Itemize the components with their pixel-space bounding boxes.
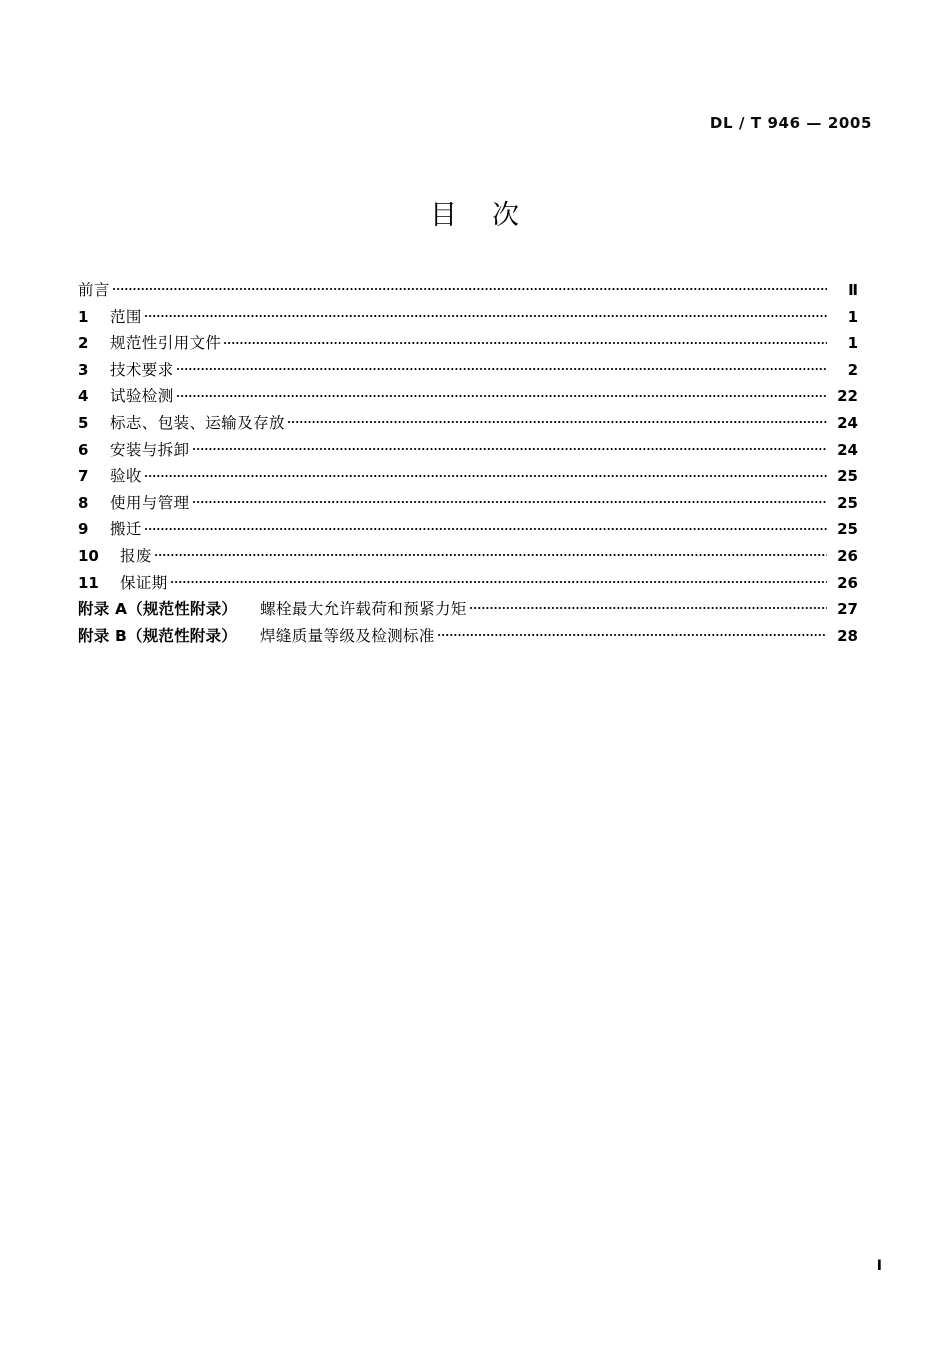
toc-entry-number: 9 [78,520,89,539]
table-of-contents [78,277,858,649]
toc-entry[interactable] [78,463,858,490]
toc-entry-page: 24 [837,440,858,459]
toc-entry-label: 规范性引用文件 [110,334,222,353]
toc-entry-page: 1 [847,307,858,326]
toc-entry-number: 10 [78,546,99,565]
toc-entry-label: 使用与管理 [110,493,190,512]
toc-entry-label: 搬迁 [110,520,142,539]
toc-appendix-page: 27 [837,600,858,619]
toc-entry[interactable] [78,570,858,597]
toc-entry-page: 26 [837,546,858,565]
toc-entry-label: 范围 [110,307,142,326]
toc-entry-label: 报废 [120,546,152,565]
toc-entry[interactable] [78,330,858,357]
toc-leader-dots [144,306,827,322]
toc-leader-dots [112,280,827,296]
toc-leader-dots [287,412,827,428]
toc-entry[interactable] [78,304,858,331]
toc-entry[interactable] [78,410,858,437]
page-title-char-1: 目 [430,200,458,231]
toc-entry-page: 2 [847,360,858,379]
toc-entry-number: 7 [78,467,89,486]
page-title-char-2: 次 [492,200,520,231]
toc-entry-page: 1 [847,334,858,353]
toc-entry[interactable] [78,490,858,517]
toc-leader-dots [192,492,827,508]
toc-leader-dots [437,625,827,641]
toc-entry-number: 3 [78,360,89,379]
toc-entry-page: 25 [837,467,858,486]
toc-entry-number: 4 [78,387,89,406]
toc-leader-dots [176,386,827,402]
page-folio: Ⅰ [876,1258,882,1274]
toc-entry[interactable] [78,277,858,304]
toc-leader-dots [144,466,827,482]
toc-leader-dots [154,545,827,561]
toc-entry-label: 试验检测 [110,387,174,406]
toc-entry[interactable] [78,437,858,464]
toc-leader-dots [192,439,827,455]
toc-entry[interactable] [78,516,858,543]
toc-entry-page: 24 [837,413,858,432]
toc-appendix-title: 螺栓最大允许载荷和预紧力矩 [260,600,467,619]
toc-appendix-title: 焊缝质量等级及检测标准 [259,626,435,645]
toc-entry[interactable] [78,383,858,410]
toc-leader-dots [144,519,827,535]
toc-entry-number: 8 [78,493,89,512]
page-title [0,193,950,232]
toc-appendix-page: 28 [837,626,858,645]
toc-entry-number: 1 [78,307,89,326]
toc-entry[interactable] [78,543,858,570]
toc-leader-dots [176,359,827,375]
toc-entry-number: 2 [78,334,89,353]
toc-entry-page: Ⅱ [848,281,858,299]
toc-entry-number: 5 [78,413,89,432]
toc-entry-page: 25 [837,493,858,512]
toc-entry-label: 保证期 [120,573,168,592]
toc-appendix-label: 附录 B（规范性附录） [78,626,237,645]
toc-entry-label: 安装与拆卸 [110,440,190,459]
toc-appendix-label: 附录 A（规范性附录） [78,600,238,619]
toc-leader-dots [170,572,827,588]
toc-entry-label: 技术要求 [110,360,174,379]
toc-entry-label: 前言 [78,281,110,299]
toc-appendix-entry[interactable] [78,596,858,623]
standard-number-header: DL / T 946 — 2005 [709,114,872,132]
toc-appendix-entry[interactable] [78,623,858,650]
toc-entry[interactable] [78,357,858,384]
toc-entry-label: 标志、包装、运输及存放 [110,413,285,432]
toc-entry-page: 26 [837,573,858,592]
toc-leader-dots [469,599,827,615]
toc-entry-label: 验收 [110,467,142,486]
toc-entry-number: 11 [78,573,99,592]
toc-leader-dots [223,333,827,349]
toc-entry-page: 25 [837,520,858,539]
toc-entry-page: 22 [837,387,858,406]
toc-entry-number: 6 [78,440,89,459]
